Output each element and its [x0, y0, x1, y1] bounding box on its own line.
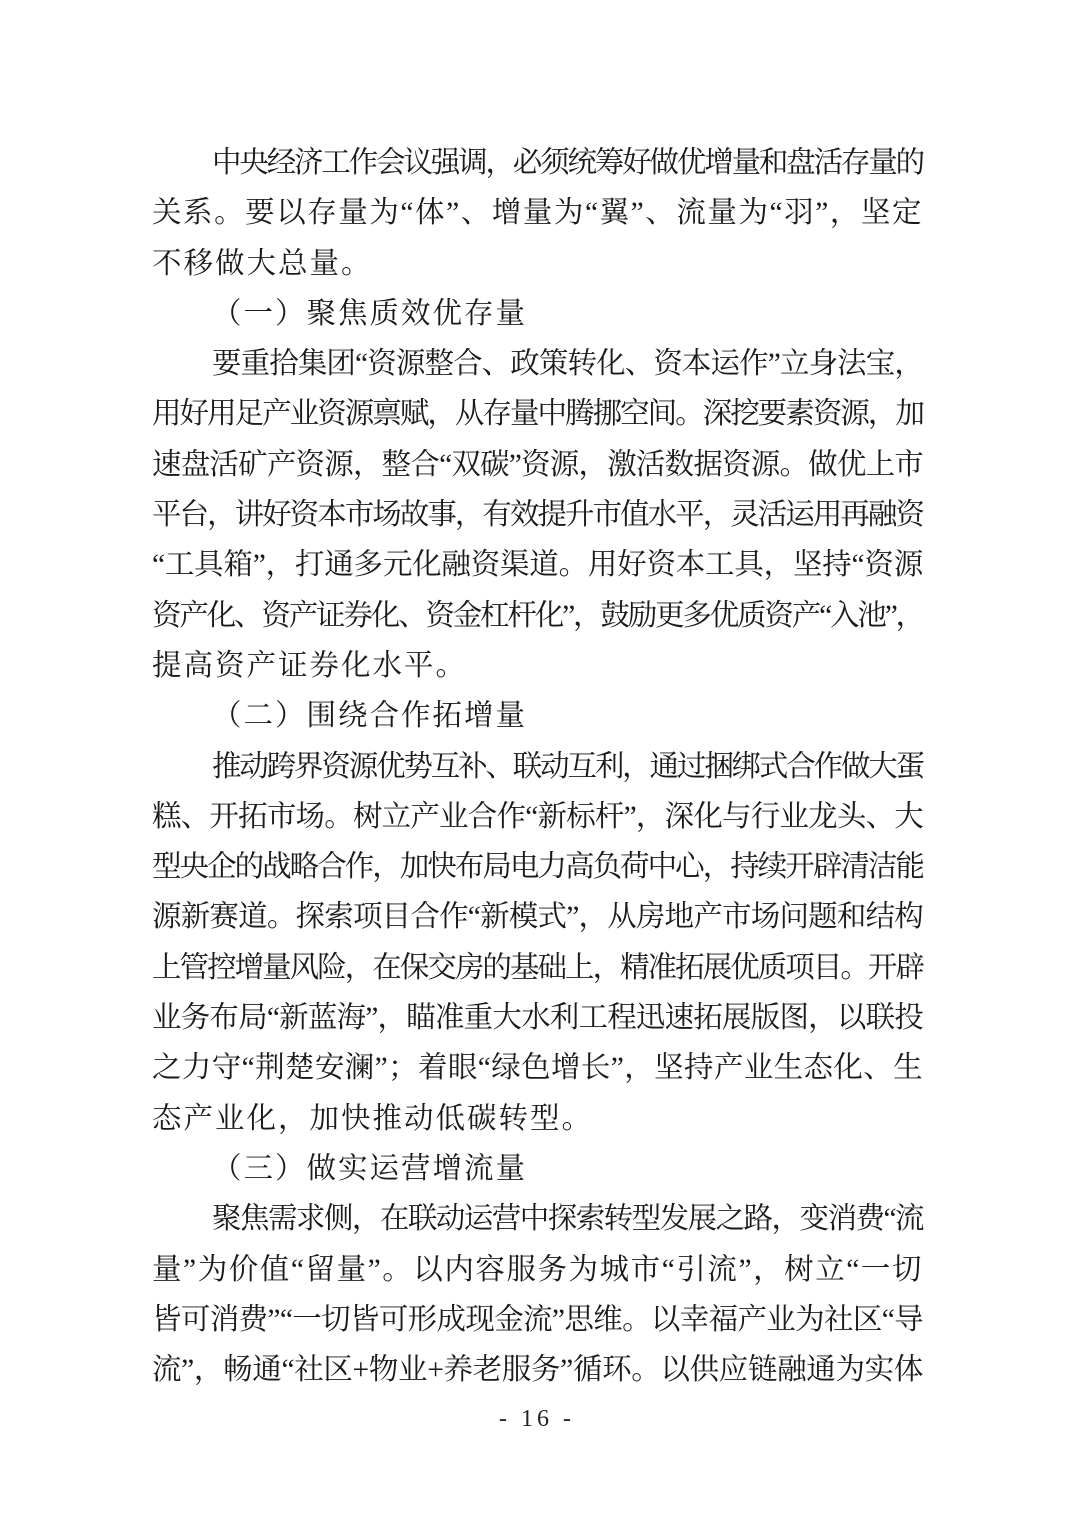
text-run: 关系。要以存量为“体”、增量为“翼”、流量为“羽”，坚定 [152, 197, 923, 230]
text-run: 资产化、资产证券化、资金杠杆化”，鼓励更多优质资产“入池”， [152, 599, 923, 632]
text-line [152, 440, 923, 490]
text-line [152, 1345, 923, 1395]
text-run: 皆可消费”“一切皆可形成现金流”思维。以幸福产业为社区“导 [152, 1303, 923, 1336]
text-run: 之力守“荆楚安澜”；着眼“绿色增长”，坚持产业生态化、生 [152, 1052, 923, 1085]
text-line [152, 691, 923, 741]
text-run: 平台，讲好资本市场故事，有效提升市值水平，灵活运用再融资 [152, 499, 923, 532]
text-run: 聚焦需求侧，在联动运营中探索转型发展之路，变消费“流 [212, 1203, 923, 1236]
text-line [152, 389, 923, 439]
text-line [152, 1144, 923, 1194]
text-line [152, 591, 923, 641]
text-line [152, 490, 923, 540]
page-footer [0, 1406, 1074, 1446]
page-body [152, 138, 923, 1395]
text-run: 业务布局“新蓝海”，瞄准重大水利工程迅速拓展版图，以联投 [152, 1002, 924, 1035]
text-run: 态产业化，加快推动低碳转型。 [152, 1102, 594, 1135]
text-run: 提高资产证券化水平。 [152, 649, 468, 682]
text-line [152, 339, 923, 389]
text-run: 流”，畅通“社区+物业+养老服务”循环。以供应链融通为实体 [152, 1354, 923, 1387]
text-line [152, 1295, 923, 1345]
text-run: （二）围绕合作拓增量 [212, 700, 528, 733]
text-line [152, 188, 923, 238]
body-paragraph [152, 1194, 923, 1395]
section-heading [152, 1144, 923, 1194]
text-run: （三）做实运营增流量 [212, 1152, 528, 1185]
body-paragraph [152, 138, 923, 289]
page-number: - 16 - [499, 1406, 575, 1432]
text-run: 要重拾集团“资源整合、政策转化、资本运作”立身法宝， [212, 348, 924, 381]
text-run: 上管控增量风险，在保交房的基础上，精准拓展优质项目。开辟 [152, 951, 923, 984]
text-line [152, 1194, 923, 1244]
text-run: 不移做大总量。 [152, 247, 373, 280]
text-line [152, 289, 923, 339]
text-run: “工具箱”，打通多元化融资渠道。用好资本工具，坚持“资源 [152, 549, 923, 582]
text-line [152, 239, 923, 289]
text-line [152, 892, 923, 942]
text-line [152, 1043, 923, 1093]
section-heading [152, 691, 923, 741]
body-paragraph [152, 742, 923, 1144]
text-run: 中央经济工作会议强调，必须统筹好做优增量和盘活存量的 [212, 147, 923, 179]
text-run: 用好用足产业资源禀赋，从存量中腾挪空间。深挖要素资源，加 [152, 398, 923, 431]
text-run: 型央企的战略合作，加快布局电力高负荷中心，持续开辟清洁能 [152, 851, 923, 884]
text-run: 量”为价值“留量”。以内容服务为城市“引流”，树立“一切 [152, 1253, 923, 1286]
text-run: 推动跨界资源优势互补、联动互利，通过捆绑式合作做大蛋 [212, 750, 923, 783]
text-line [152, 943, 923, 993]
text-line [152, 742, 923, 792]
body-paragraph [152, 339, 923, 691]
text-line [152, 842, 923, 892]
text-line [152, 138, 923, 188]
text-line [152, 1245, 923, 1295]
text-line [152, 540, 923, 590]
text-run: 糕、开拓市场。树立产业合作“新标杆”，深化与行业龙头、大 [152, 800, 924, 833]
text-line [152, 792, 923, 842]
text-line [152, 641, 923, 691]
section-heading [152, 289, 923, 339]
text-run: 源新赛道。探索项目合作“新模式”，从房地产市场问题和结构 [152, 901, 924, 934]
text-line [152, 993, 923, 1043]
text-run: 速盘活矿产资源，整合“双碳”资源，激活数据资源。做优上市 [152, 448, 924, 481]
text-run: （一）聚焦质效优存量 [212, 297, 528, 330]
text-line [152, 1094, 923, 1144]
